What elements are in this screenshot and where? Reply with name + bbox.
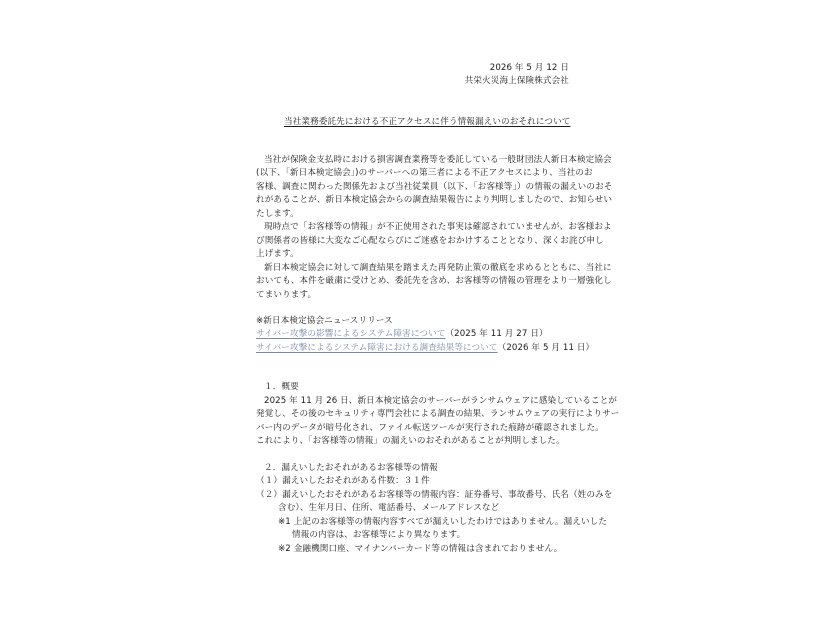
section1-heading: １．概要 bbox=[264, 382, 299, 392]
page-title: 当社業務委託先における不正アクセスに伴う情報漏えいのおそれについて bbox=[284, 117, 571, 127]
company-name: 共栄火災海上保険株式会社 bbox=[464, 76, 569, 86]
intro-p3-line: おいても、本件を厳粛に受けとめ、委託先を含め、お客様等の情報の管理をより一層強化し bbox=[256, 276, 612, 286]
section2-item2-line: 含む）、生年月日、住所、電話番号、メールアドレスなど bbox=[278, 503, 500, 513]
intro-p3-line: てまいります。 bbox=[256, 290, 317, 300]
intro-p3-line: 新日本検定協会に対して調査結果を踏まえた再発防止策の徹底を求めるとともに、当社に bbox=[264, 263, 612, 273]
intro-p1-line: 客様、調査に関わった関係先および当社従業員（以下、「お客様等」）の情報の漏えいのおそ bbox=[256, 182, 613, 192]
news-date-2: （2026 年 5 月 11 日） bbox=[497, 343, 595, 353]
news-date-1: （2025 年 11 月 27 日） bbox=[445, 329, 548, 339]
section1-line: バー内のデータが暗号化され、ファイル転送ツールが実行された痕跡が確認されました。 bbox=[256, 423, 604, 433]
section1-line: 発覚し、その後のセキュリティ専門会社による調査の結果、ランサムウェアの実行によりサー bbox=[256, 409, 620, 419]
intro-p2-line: 上げます。 bbox=[256, 249, 299, 259]
intro-p1-line: (以下、「新日本検定協会」)のサーバーへの第三者による不正アクセスにより、当社のお bbox=[256, 168, 593, 178]
section2-note2: ※2 金融機関口座、マイナンバーカード等の情報は含まれておりません。 bbox=[278, 544, 563, 554]
section2-note1-line: ※1 上記のお客様等の情報内容すべてが漏えいしたわけではありません。漏えいした bbox=[278, 517, 608, 527]
document-date: 2026 年 5 月 12 日 bbox=[489, 63, 569, 73]
news-link-1[interactable]: サイバー攻撃の影響によるシステム障害について bbox=[256, 329, 446, 339]
intro-p1-line: れがあることが、新日本検定協会からの調査結果報告により判明しましたので、お知らせい bbox=[256, 195, 613, 205]
section1-line: 2025 年 11 月 26 日、新日本検定協会のサーバーがランサムウェアに感染していることが bbox=[264, 396, 618, 406]
intro-p1-line: 当社が保険金支払時における損害調査業務等を委託している一般財団法人新日本検定協会 bbox=[264, 155, 612, 165]
news-link-2[interactable]: サイバー攻撃によるシステム障害における調査結果等について bbox=[256, 343, 498, 353]
news-item bbox=[256, 328, 548, 342]
intro-p2-line: び関係者の皆様に大変なご心配ならびにご迷惑をおかけすることとなり、深くお詫び申し bbox=[256, 236, 604, 246]
section2-item2-line: （２）漏えいしたおそれがあるお客様等の情報内容：証券番号、事故番号、氏名（姓のみを bbox=[256, 490, 613, 500]
section1-line: これにより、「お客様等の情報」の漏えいのおそれがあることが判明しました。 bbox=[256, 436, 565, 446]
intro-p1-line: たします。 bbox=[256, 209, 299, 219]
section2-item1: （１）漏えいしたおそれがある件数：３１件 bbox=[256, 476, 430, 486]
news-heading: ※新日本検定協会ニュースリリース bbox=[256, 316, 393, 326]
section2-note1-line: 情報の内容は、お客様等により異なります。 bbox=[292, 530, 466, 540]
intro-p2-line: 現時点で「お客様等の情報」が不正使用された事実は確認されていませんが、お客様およ bbox=[264, 222, 612, 232]
news-item bbox=[256, 342, 594, 356]
section2-heading: ２．漏えいしたおそれがあるお客様等の情報 bbox=[264, 463, 438, 473]
